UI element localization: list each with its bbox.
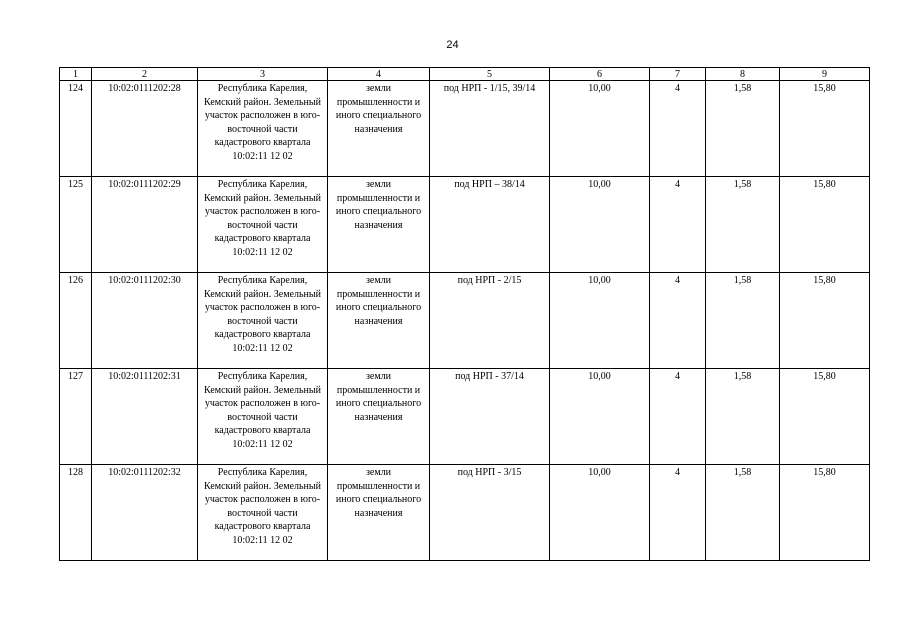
- table-body: [60, 81, 870, 561]
- cell-col6: 10,00: [550, 177, 650, 273]
- row-number: 128: [60, 465, 92, 561]
- header-cell: 4: [328, 68, 430, 81]
- cadastral-number: 10:02:0111202:29: [92, 177, 198, 273]
- header-cell: 6: [550, 68, 650, 81]
- land-purpose: под НРП - 1/15, 39/14: [430, 81, 550, 177]
- land-category: земли промышленности и иного специального назначения: [328, 177, 430, 273]
- header-cell: 3: [198, 68, 328, 81]
- land-purpose: под НРП – 38/14: [430, 177, 550, 273]
- header-cell: 2: [92, 68, 198, 81]
- header-cell: 7: [650, 68, 706, 81]
- cell-col8: 1,58: [706, 465, 780, 561]
- page-number: 24: [446, 39, 459, 51]
- cell-col7: 4: [650, 81, 706, 177]
- row-number: 124: [60, 81, 92, 177]
- land-purpose: под НРП - 2/15: [430, 273, 550, 369]
- cell-col8: 1,58: [706, 273, 780, 369]
- header-cell: 5: [430, 68, 550, 81]
- cell-col7: 4: [650, 273, 706, 369]
- cell-col6: 10,00: [550, 273, 650, 369]
- cell-col6: 10,00: [550, 81, 650, 177]
- table-row: [60, 273, 870, 369]
- cell-col8: 1,58: [706, 81, 780, 177]
- cell-col8: 1,58: [706, 177, 780, 273]
- cell-col9: 15,80: [780, 177, 870, 273]
- table-row: [60, 369, 870, 465]
- plot-address: Республика Карелия, Кемский район. Земельный участок расположен в юго-восточной части кадастрового квартала 10:02:11 12 02: [198, 273, 328, 369]
- land-category: земли промышленности и иного специального назначения: [328, 273, 430, 369]
- land-plots-table: [59, 67, 870, 561]
- cell-col7: 4: [650, 465, 706, 561]
- cell-col9: 15,80: [780, 369, 870, 465]
- cadastral-number: 10:02:0111202:30: [92, 273, 198, 369]
- table-row: [60, 81, 870, 177]
- cadastral-number: 10:02:0111202:32: [92, 465, 198, 561]
- row-number: 126: [60, 273, 92, 369]
- cell-col6: 10,00: [550, 369, 650, 465]
- header-cell: 8: [706, 68, 780, 81]
- plot-address: Республика Карелия, Кемский район. Земельный участок расположен в юго-восточной части кадастрового квартала 10:02:11 12 02: [198, 177, 328, 273]
- cell-col9: 15,80: [780, 273, 870, 369]
- cadastral-number: 10:02:0111202:31: [92, 369, 198, 465]
- header-cell: 9: [780, 68, 870, 81]
- land-category: земли промышленности и иного специального назначения: [328, 465, 430, 561]
- land-purpose: под НРП - 3/15: [430, 465, 550, 561]
- table-row: [60, 177, 870, 273]
- cell-col6: 10,00: [550, 465, 650, 561]
- cell-col7: 4: [650, 177, 706, 273]
- land-category: земли промышленности и иного специального назначения: [328, 81, 430, 177]
- cell-col7: 4: [650, 369, 706, 465]
- land-category: земли промышленности и иного специального назначения: [328, 369, 430, 465]
- land-purpose: под НРП - 37/14: [430, 369, 550, 465]
- table-row: [60, 465, 870, 561]
- row-number: 125: [60, 177, 92, 273]
- cadastral-number: 10:02:0111202:28: [92, 81, 198, 177]
- row-number: 127: [60, 369, 92, 465]
- header-cell: 1: [60, 68, 92, 81]
- table-header: [60, 68, 870, 81]
- cell-col8: 1,58: [706, 369, 780, 465]
- cell-col9: 15,80: [780, 465, 870, 561]
- plot-address: Республика Карелия, Кемский район. Земельный участок расположен в юго-восточной части кадастрового квартала 10:02:11 12 02: [198, 81, 328, 177]
- header-row: [60, 68, 870, 81]
- cell-col9: 15,80: [780, 81, 870, 177]
- plot-address: Республика Карелия, Кемский район. Земельный участок расположен в юго-восточной части кадастрового квартала 10:02:11 12 02: [198, 465, 328, 561]
- plot-address: Республика Карелия, Кемский район. Земельный участок расположен в юго-восточной части кадастрового квартала 10:02:11 12 02: [198, 369, 328, 465]
